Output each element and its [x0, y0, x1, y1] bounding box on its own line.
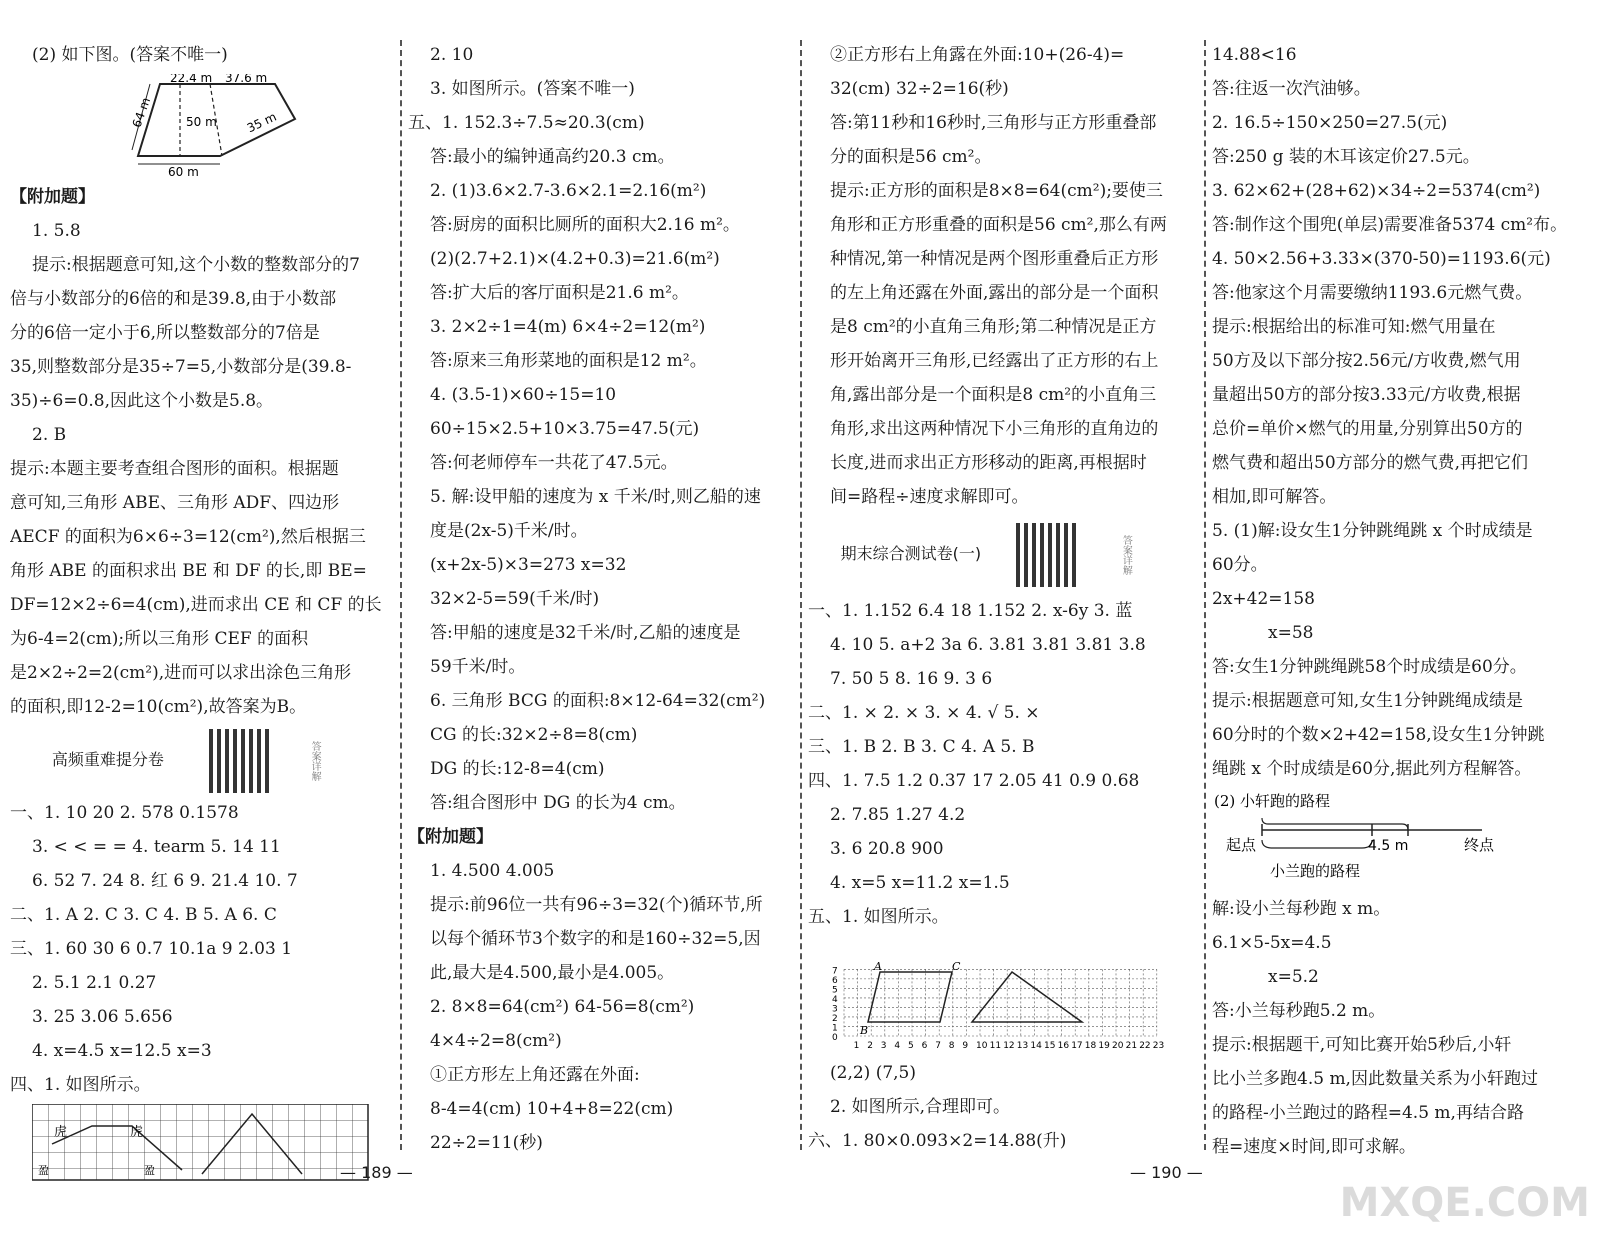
x-tick-label: 17 — [1071, 1041, 1083, 1051]
text-line: 提示:正方形的面积是8×8=64(cm²);要使三 — [830, 181, 1163, 201]
dim-label: 50 m — [186, 115, 217, 129]
text-line: 50方及以下部分按2.56元/方收费,燃气用 — [1212, 351, 1521, 371]
y-tick-label: 2 — [832, 1013, 838, 1024]
text-line: 答:他家这个月需要缴纳1193.6元燃气费。 — [1212, 283, 1533, 303]
text-line: 1. 5.8 — [32, 221, 81, 241]
text-line: 22÷2=11(秒) — [430, 1133, 543, 1153]
y-tick-label: 1 — [832, 1023, 838, 1034]
text-line: 6. 三角形 BCG 的面积:8×12-64=32(cm²) — [430, 691, 766, 711]
running-distance-figure — [1212, 788, 1572, 890]
text-line: 14.88<16 — [1212, 45, 1297, 65]
figure-mark: 盈 — [144, 1164, 155, 1177]
text-line: 35,则整数部分是35÷7=5,小数部分是(39.8- — [10, 357, 352, 377]
column-divider — [1204, 40, 1206, 1150]
text-line: 3. 6 20.8 900 — [830, 839, 944, 859]
figure-label: 起点 — [1226, 836, 1257, 854]
qr-label: 答案详解 — [309, 740, 321, 781]
text-line: 答:甲船的速度是32千米/时,乙船的速度是 — [430, 623, 741, 643]
section-title-block — [808, 514, 1198, 594]
section-heading: 【附加题】 — [10, 187, 95, 207]
text-line: 四、1. 7.5 1.2 0.37 17 2.05 41 0.9 0.68 — [808, 771, 1140, 791]
y-tick-label: 7 — [832, 966, 838, 977]
point-label: C — [952, 960, 961, 973]
text-line: 2. B — [32, 425, 67, 445]
text-line: 2. 7.85 1.27 4.2 — [830, 805, 966, 825]
text-line: 四、1. 如图所示。 — [10, 1075, 151, 1095]
column-4 — [1212, 38, 1594, 1164]
text-line: 59千米/时。 — [430, 657, 526, 677]
x-tick-label: 9 — [962, 1041, 969, 1051]
section-heading: 【附加题】 — [408, 827, 493, 847]
text-line: 二、1. A 2. C 3. C 4. B 5. A 6. C — [10, 905, 277, 925]
text-line: 六、1. 80×0.093×2=14.88(升) — [808, 1131, 1067, 1151]
x-tick-label: 12 — [1003, 1041, 1015, 1051]
dim-label: 60 m — [168, 165, 199, 178]
x-tick-label: 23 — [1152, 1041, 1165, 1051]
text-line: (2) 如下图。(答案不唯一) — [32, 45, 228, 65]
y-tick-label: 3 — [832, 1004, 838, 1015]
text-line: 3. < < = = 4. tearm 5. 14 11 — [32, 837, 281, 857]
text-line: 35)÷6=0.8,因此这个小数是5.8。 — [10, 391, 274, 411]
text-line: 答:往返一次汽油够。 — [1212, 79, 1371, 99]
text-line: 5. (1)解:设女生1分钟跳绳跳 x 个时成绩是 — [1212, 521, 1533, 541]
text-line: 答:何老师停车一共花了47.5元。 — [430, 453, 678, 473]
figure-mark: 虎 — [130, 1125, 144, 1140]
text-line: 角,露出部分是一个面积是8 cm²的小直角三 — [830, 385, 1157, 405]
x-tick-label: 4 — [894, 1041, 901, 1051]
text-line: 一、1. 10 20 2. 578 0.1578 — [10, 803, 239, 823]
text-line: 提示:前96位一共有96÷3=32(个)循环节,所 — [430, 895, 763, 915]
dim-label: 22.4 m — [170, 74, 213, 85]
text-line: 答:女生1分钟跳绳跳58个时成绩是60分。 — [1212, 657, 1527, 677]
text-line: 60÷15×2.5+10×3.75=47.5(元) — [430, 419, 700, 439]
section-title: 高频重难提分卷 — [51, 750, 164, 769]
text-line: 2. 10 — [430, 45, 474, 65]
page-number-left: — 189 — — [340, 1163, 413, 1182]
text-line: 5. 解:设甲船的速度为 x 千米/时,则乙船的速 — [430, 487, 761, 507]
text-line: 此,最大是4.500,最小是4.005。 — [430, 963, 675, 983]
text-line: 为6-4=2(cm);所以三角形 CEF 的面积 — [10, 629, 309, 649]
text-line: 五、1. 152.3÷7.5≈20.3(cm) — [408, 113, 645, 133]
x-tick-label: 14 — [1030, 1041, 1042, 1051]
column-divider — [400, 40, 402, 1150]
y-tick-label: 5 — [832, 985, 838, 996]
text-line: x=58 — [1268, 623, 1314, 643]
text-line: 程=速度×时间,即可求解。 — [1212, 1137, 1416, 1157]
page-number-right: — 190 — — [1130, 1163, 1203, 1182]
text-line: 2. 如图所示,合理即可。 — [830, 1097, 1011, 1117]
x-tick-label: 7 — [935, 1041, 941, 1051]
x-tick-label: 1 — [853, 1041, 860, 1051]
text-line: 的路程-小兰跑过的路程=4.5 m,再结合路 — [1212, 1103, 1524, 1123]
x-tick-label: 6 — [921, 1041, 928, 1051]
text-line: 以每个循环节3个数字的和是160÷32=5,因 — [430, 929, 761, 949]
text-line: 答:250 g 装的木耳该定价27.5元。 — [1212, 147, 1480, 167]
text-line: x=5.2 — [1268, 967, 1319, 987]
text-line: 2. 5.1 2.1 0.27 — [32, 973, 157, 993]
figure-label: 4.5 m — [1368, 838, 1409, 854]
text-line: 燃气费和超出50方部分的燃气费,再把它们 — [1212, 453, 1529, 473]
text-line: 二、1. × 2. × 3. × 4. √ 5. × — [808, 703, 1040, 723]
text-line: ①正方形左上角还露在外面: — [430, 1065, 640, 1085]
text-line: 4. x=5 x=11.2 x=1.5 — [830, 873, 1010, 893]
qr-code — [1016, 523, 1080, 587]
x-tick-label: 8 — [948, 1041, 955, 1051]
text-line: 答:厨房的面积比厕所的面积大2.16 m²。 — [430, 215, 740, 235]
point-label: A — [874, 960, 882, 973]
text-line: 度是(2x-5)千米/时。 — [430, 521, 588, 541]
dim-label: 35 m — [244, 109, 279, 136]
figure-label: 终点 — [1464, 836, 1495, 854]
x-tick-label: 3 — [880, 1041, 887, 1051]
x-tick-label: 10 — [976, 1041, 988, 1051]
text-line: 倍与小数部分的6倍的和是39.8,由于小数部 — [10, 289, 337, 309]
point-label: B — [860, 1024, 869, 1037]
column-2 — [408, 38, 792, 1160]
x-tick-label: 11 — [989, 1041, 1002, 1051]
trapezoid-figure — [10, 74, 310, 178]
text-line: 答:组合图形中 DG 的长为4 cm。 — [430, 793, 686, 813]
text-line: 4. (3.5-1)×60÷15=10 — [430, 385, 617, 405]
x-tick-label: 16 — [1057, 1041, 1070, 1051]
text-line: 相加,即可解答。 — [1212, 487, 1337, 507]
figure-label: 小兰跑的路程 — [1270, 862, 1361, 880]
text-line: 2. 16.5÷150×250=27.5(元) — [1212, 113, 1448, 133]
text-line: 角形,求出这两种情况下小三角形的直角边的 — [830, 419, 1159, 439]
qr-label: 答案详解 — [1120, 534, 1132, 575]
text-line: 提示:根据题干,可知比赛开始5秒后,小轩 — [1212, 1035, 1512, 1055]
text-line: 7. 50 5 8. 16 9. 3 6 — [830, 669, 993, 689]
text-line: 提示:根据题意可知,这个小数的整数部分的7 — [32, 255, 360, 275]
text-line: 32(cm) 32÷2=16(秒) — [830, 79, 1009, 99]
text-line: 分的面积是56 cm²。 — [830, 147, 992, 167]
text-line: 意可知,三角形 ABE、三角形 ADF、四边形 — [10, 493, 340, 513]
x-tick-label: 18 — [1084, 1041, 1097, 1051]
text-line: 2. (1)3.6×2.7-3.6×2.1=2.16(m²) — [430, 181, 707, 201]
figure-mark: 虎 — [54, 1125, 68, 1140]
x-tick-label: 2 — [867, 1041, 873, 1051]
x-tick-label: 15 — [1044, 1041, 1056, 1051]
figure-mark: 盈 — [38, 1164, 49, 1177]
text-line: 答:第11秒和16秒时,三角形与正方形重叠部 — [830, 113, 1157, 133]
text-line: 形开始离开三角形,已经露出了正方形的右上 — [830, 351, 1159, 371]
text-line: 分的6倍一定小于6,所以整数部分的7倍是 — [10, 323, 320, 343]
text-line: 4. 10 5. a+2 3a 6. 3.81 3.81 3.81 3.8 — [830, 635, 1146, 655]
text-line: 间=路程÷速度求解即可。 — [830, 487, 1029, 507]
watermark: MXQE.COM — [1339, 1180, 1590, 1226]
section-title: 期末综合测试卷(一) — [840, 544, 982, 563]
text-line: 答:小兰每秒跑5.2 m。 — [1212, 1001, 1386, 1021]
text-line: (2,2) (7,5) — [830, 1063, 917, 1083]
text-line: 2x+42=158 — [1212, 589, 1315, 609]
text-line: 3. 62×62+(28+62)×34÷2=5374(cm²) — [1212, 181, 1541, 201]
text-line: 长度,进而求出正方形移动的距离,再根据时 — [830, 453, 1147, 473]
text-line: 三、1. B 2. B 3. C 4. A 5. B — [808, 737, 1035, 757]
y-tick-label: 6 — [832, 975, 838, 986]
dim-label: 64 m — [129, 95, 154, 130]
text-line: AECF 的面积为6×6÷3=12(cm²),然后根据三 — [10, 527, 366, 547]
text-line: 4. x=4.5 x=12.5 x=3 — [32, 1041, 212, 1061]
x-tick-label: 5 — [908, 1041, 914, 1051]
text-line: 解:设小兰每秒跑 x m。 — [1212, 899, 1391, 919]
text-line: 角形和正方形重叠的面积是56 cm²,那么有两 — [830, 215, 1167, 235]
text-line: 1. 4.500 4.005 — [430, 861, 555, 881]
column-divider — [800, 40, 802, 1150]
text-line: (2)(2.7+2.1)×(4.2+0.3)=21.6(m²) — [430, 249, 720, 269]
x-tick-label: 20 — [1112, 1041, 1124, 1051]
text-line: 答:原来三角形菜地的面积是12 m²。 — [430, 351, 707, 371]
y-tick-label: 0 — [832, 1033, 838, 1043]
text-line: (x+2x-5)×3=273 x=32 — [430, 555, 627, 575]
y-tick-label: 4 — [832, 994, 838, 1005]
text-line: 是8 cm²的小直角三角形;第二种情况是正方 — [830, 317, 1157, 337]
text-line: 一、1. 1.152 6.4 18 1.152 2. x-6y 3. 蓝 — [808, 601, 1133, 621]
text-line: CG 的长:32×2÷8=8(cm) — [430, 725, 638, 745]
text-line: 角形 ABE 的面积求出 BE 和 DF 的长,即 BE= — [10, 561, 367, 581]
coordinate-grid — [828, 936, 1168, 1054]
text-line: 是2×2÷2=2(cm²),进而可以求出涂色三角形 — [10, 663, 352, 683]
dim-label: 37.6 m — [225, 74, 268, 85]
text-line: 比小兰多跑4.5 m,因此数量关系为小轩跑过 — [1212, 1069, 1538, 1089]
text-line: 6.1×5-5x=4.5 — [1212, 933, 1332, 953]
text-line: ②正方形右上角露在外面:10+(26-4)= — [830, 45, 1125, 65]
text-line: 2. 8×8=64(cm²) 64-56=8(cm²) — [430, 997, 695, 1017]
column-3 — [808, 38, 1198, 1158]
qr-code — [209, 729, 273, 793]
text-line: 4×4÷2=8(cm²) — [430, 1031, 562, 1051]
text-line: DF=12×2÷6=4(cm),进而求出 CE 和 CF 的长 — [10, 595, 382, 615]
x-tick-label: 19 — [1098, 1041, 1110, 1051]
text-line: 种情况,第一种情况是两个图形重叠后正方形 — [830, 249, 1159, 269]
text-line: DG 的长:12-8=4(cm) — [430, 759, 605, 779]
text-line: 绳跳 x 个时成绩是60分,据此列方程解答。 — [1212, 759, 1532, 779]
text-line: 8-4=4(cm) 10+4+8=22(cm) — [430, 1099, 674, 1119]
text-line: 提示:根据题意可知,女生1分钟跳绳成绩是 — [1212, 691, 1523, 711]
text-line: 的左上角还露在外面,露出的部分是一个面积 — [830, 283, 1159, 303]
text-line: 提示:根据给出的标准可知:燃气用量在 — [1212, 317, 1496, 337]
x-tick-label: 22 — [1139, 1041, 1151, 1051]
text-line: 量超出50方的部分按3.33元/方收费,根据 — [1212, 385, 1521, 405]
text-line: 60分时的个数×2+42=158,设女生1分钟跳 — [1212, 725, 1545, 745]
text-line: 6. 52 7. 24 8. 红 6 9. 21.4 10. 7 — [32, 871, 298, 891]
text-line: 提示:本题主要考查组合图形的面积。根据题 — [10, 459, 339, 479]
text-line: 总价=单价×燃气的用量,分别算出50方的 — [1212, 419, 1523, 439]
text-line: 60分。 — [1212, 555, 1268, 575]
triangle-shape — [972, 972, 1082, 1022]
text-line: 五、1. 如图所示。 — [808, 907, 949, 927]
x-tick-label: 13 — [1016, 1041, 1029, 1051]
text-line: 的面积,即12-2=10(cm²),故答案为B。 — [10, 697, 307, 717]
text-line: 3. 25 3.06 5.656 — [32, 1007, 173, 1027]
text-line: 三、1. 60 30 6 0.7 10.1a 9 2.03 1 — [10, 939, 293, 959]
column-1 — [10, 38, 392, 1186]
text-line: 答:扩大后的客厅面积是21.6 m²。 — [430, 283, 689, 303]
x-tick-label: 21 — [1125, 1041, 1138, 1051]
text-line: 32×2-5=59(千米/时) — [430, 589, 600, 609]
figure-label: (2) 小轩跑的路程 — [1214, 792, 1331, 810]
text-line: 3. 如图所示。(答案不唯一) — [430, 79, 635, 99]
text-line: 3. 2×2÷1=4(m) 6×4÷2=12(m²) — [430, 317, 706, 337]
text-line: 4. 50×2.56+3.33×(370-50)=1193.6(元) — [1212, 249, 1551, 269]
text-line: 答:最小的编钟通高约20.3 cm。 — [430, 147, 675, 167]
section-title-block — [10, 724, 392, 796]
grid-figure-1 — [32, 1104, 372, 1184]
text-line: 答:制作这个围兜(单层)需要准备5374 cm²布。 — [1212, 215, 1568, 235]
